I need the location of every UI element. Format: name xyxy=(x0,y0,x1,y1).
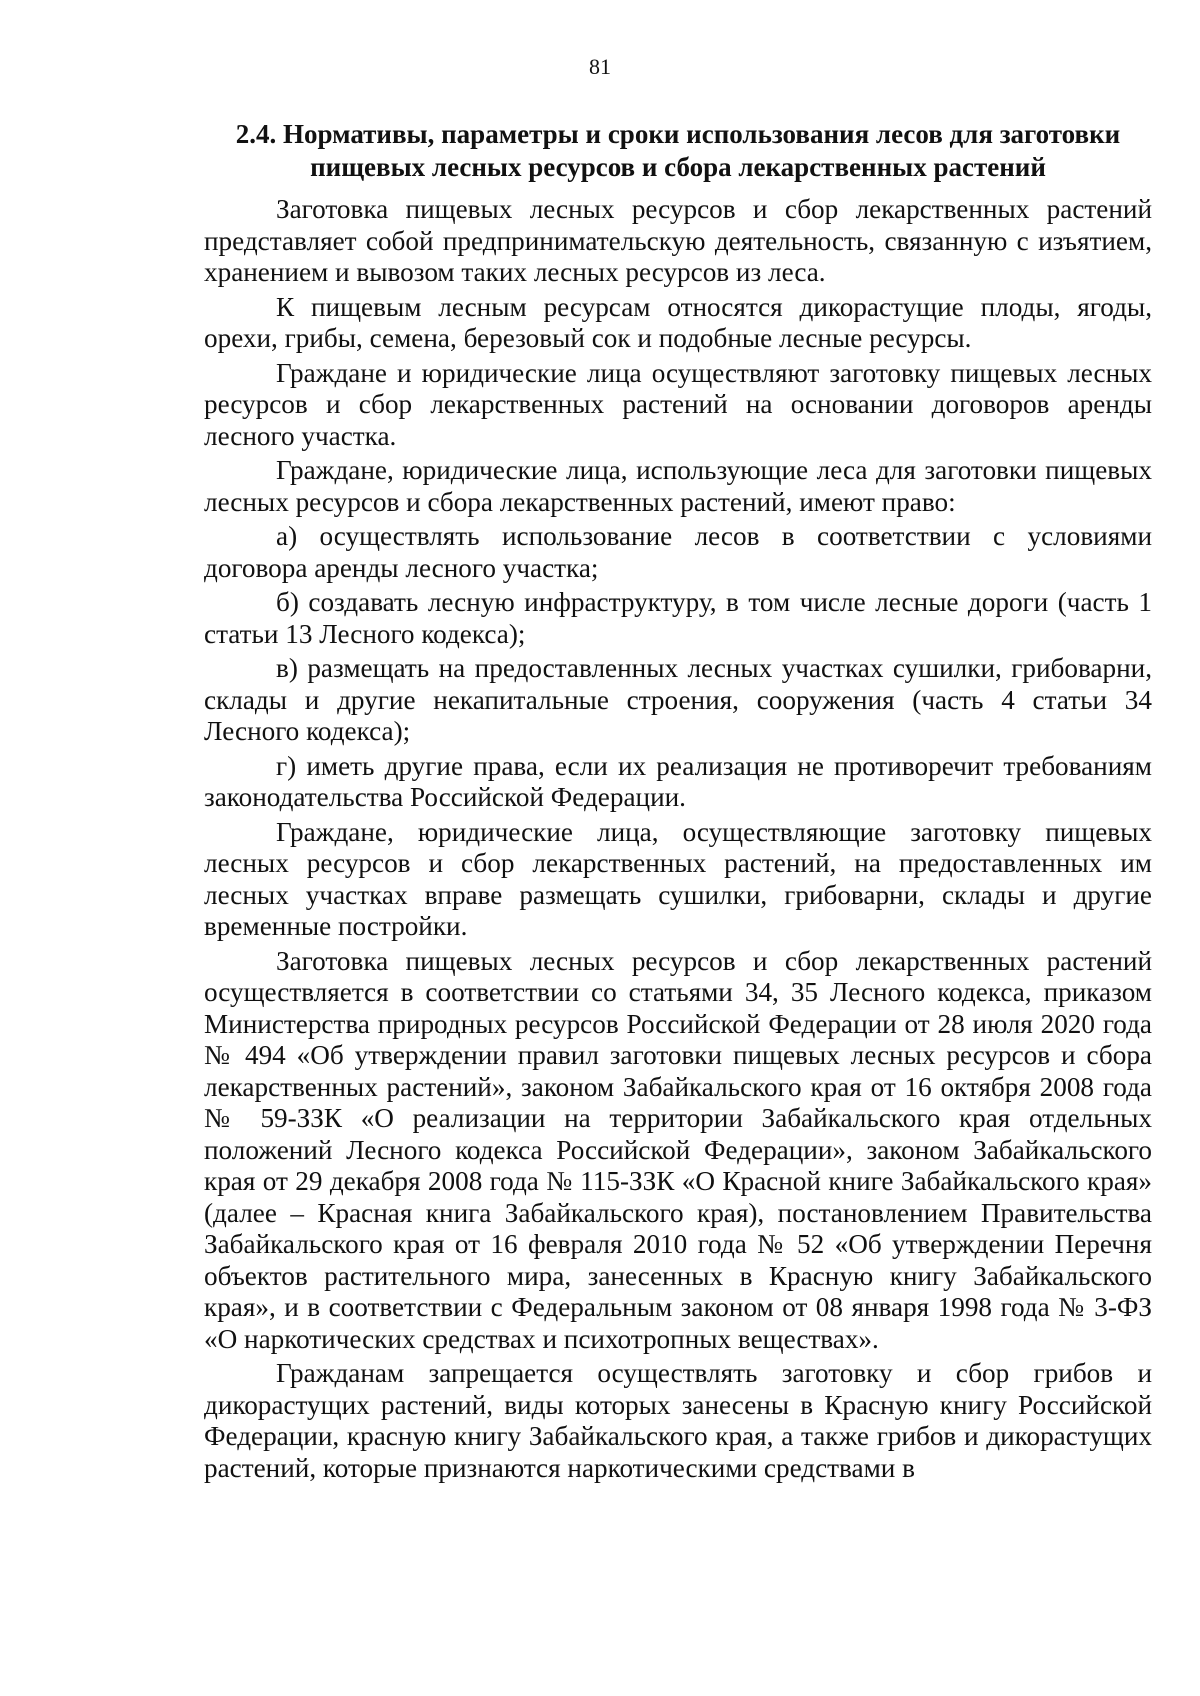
paragraph: Граждане и юридические лица осуществляют заготовку пищевых лесных ресурсов и сбор лекарственных растений на основании договоров аренды лесного участка. xyxy=(204,357,1152,451)
paragraph: К пищевым лесным ресурсам относятся дикорастущие плоды, ягоды, орехи, грибы, семена, березовый сок и подобные лесные ресурсы. xyxy=(204,291,1152,353)
paragraph: Заготовка пищевых лесных ресурсов и сбор лекарственных растений осуществляется в соответствии со статьями 34, 35 Лесного кодекса, приказом Министерства природных ресурсов Российской Федерации от 28 июля 2020 года № 494 «Об утверждении правил заготовки пищевых лесных ресурсов и сбора лекарственных растений», законом Забайкальского края от 16 октября 2008 года № 59-ЗЗК «О реализации на территории Забайкальского края отдельных положений Лесного кодекса Российской Федерации», законом Забайкальского края от 29 декабря 2008 года № 115-ЗЗК «О Красной книге Забайкальского края» (далее – Красная книга Забайкальского края), постановлением Правительства Забайкальского края от 16 февраля 2010 года № 52 «Об утверждении Перечня объектов растительного мира, занесенных в Красную книгу Забайкальского края», и в соответствии с Федеральным законом от 08 января 1998 года № 3-ФЗ «О наркотических средствах и психотропных веществах». xyxy=(204,945,1152,1354)
paragraph: Гражданам запрещается осуществлять заготовку и сбор грибов и дикорастущих растений, виды которых занесены в Красную книгу Российской Федерации, красную книгу Забайкальского края, а также грибов и дикорастущих растений, которые признаются наркотическими средствами в xyxy=(204,1358,1152,1483)
page-number: 81 xyxy=(589,54,611,79)
list-item-c: в) размещать на предоставленных лесных участках сушилки, грибоварни, склады и другие некапитальные строения, сооружения (часть 4 статьи 34 Лесного кодекса); xyxy=(204,653,1152,746)
section-title: 2.4. Нормативы, параметры и сроки использования лесов для заготовки пищевых лесных ресурсов и сбора лекарственных растений xyxy=(235,119,1121,182)
list-item-b: б) создавать лесную инфраструктуру, в том числе лесные дороги (часть 1 статьи 13 Лесного кодекса); xyxy=(204,587,1152,649)
paragraph: Граждане, юридические лица, осуществляющие заготовку пищевых лесных ресурсов и сбор лекарственных растений, на предоставленных им лесных участках вправе размещать сушилки, грибоварни, склады и другие временные постройки. xyxy=(204,816,1152,941)
paragraph: Заготовка пищевых лесных ресурсов и сбор лекарственных растений представляет собой предпринимательскую деятельность, связанную с изъятием, хранением и вывозом таких лесных ресурсов из леса. xyxy=(204,194,1152,287)
document-body xyxy=(204,118,1152,1487)
list-item-d: г) иметь другие права, если их реализация не противоречит требованиям законодательства Российской Федерации. xyxy=(204,750,1152,812)
paragraph: Граждане, юридические лица, использующие леса для заготовки пищевых лесных ресурсов и сбора лекарственных растений, имеют право: xyxy=(204,455,1152,517)
list-item-a: а) осуществлять использование лесов в соответствии с условиями договора аренды лесного участка; xyxy=(204,521,1152,583)
